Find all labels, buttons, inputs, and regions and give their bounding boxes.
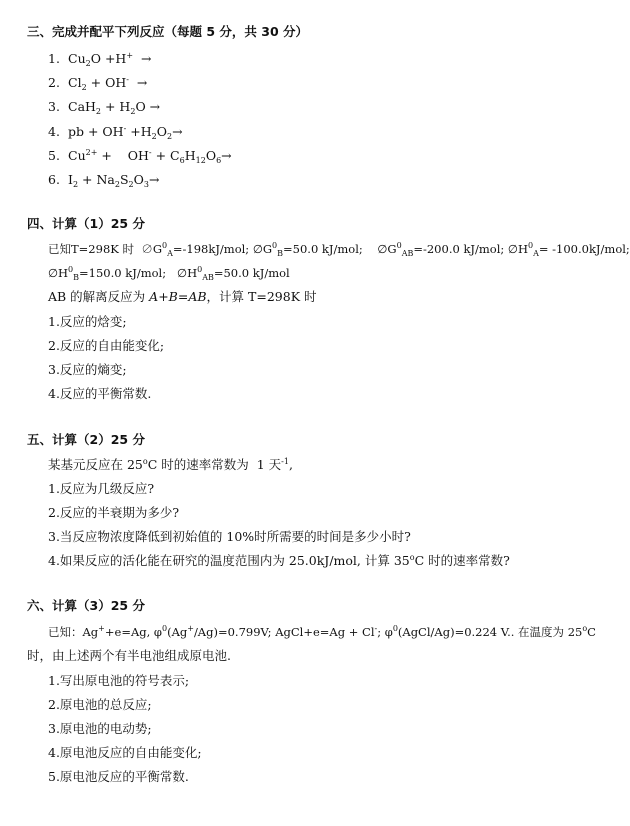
s5-question-1: 1.反应为几级反应? [48,481,155,496]
s5-question-4: 4.如果反应的活化能在研究的温度范围内为 25.0kJ/mol, 计算 35$^o$C 时的速率常数? [48,553,510,568]
s4-question-1: 1.反应的焓变; [48,314,127,329]
s5-question-3: 3.当反应物浓度降低到初始值的 10%时所需要的时间是多少小时? [48,529,411,544]
reaction-2: 2. $Cl_2 + OH^-$ → [48,75,148,92]
s6-question-1: 1.写出原电池的符号表示; [48,673,190,688]
section-5-title: 五、计算（2）25 分 [27,432,145,447]
section-4-title: 四、计算（1）25 分 [27,216,145,231]
s6-question-5: 5.原电池反应的平衡常数. [48,769,189,784]
given-thermo-data-line-2: $\emptyset H^0_B=150.0$ kJ/mol; $\emptyset H^0_{AB}=50.0$ kJ/mol [48,265,290,282]
electrode-potentials-statement: 已知：Ag++e=Ag, $\varphi^0(Ag^+/Ag)=0.799V$; AgCl+e=Ag + Cl-; $\varphi^0(AgCl/Ag)=0.224$ V.. 在温度为 25$^o$C [48,624,596,639]
s4-question-2: 2.反应的自由能变化; [48,338,165,353]
s5-question-2: 2.反应的半衰期为多少? [48,505,180,520]
reaction-6: 6. $I_2 + Na_2S_2O_3\to$ [48,172,160,189]
electrode-statement-continuation: 时，由上述两个有半电池组成原电池. [27,648,231,663]
reaction-5: 5. $Cu^{2+}$ + $OH^- + C_6H_{12}O_6\to$ [48,148,232,165]
rate-constant-statement: 某基元反应在 25$^o$C 时的速率常数为 1 天$^{-1}$, [48,457,293,472]
reaction-3: 3. $CaH_2 + H_2O$ → [48,99,161,116]
section-6-title: 六、计算（3）25 分 [27,598,145,613]
s4-question-4: 4.反应的平衡常数. [48,386,152,401]
reaction-4: 4. pb + $OH^- +H_2O_2\to$ [48,124,183,141]
s6-question-3: 3.原电池的电动势; [48,721,152,736]
reaction-1: 1. $Cu_2O +H^+$ → [48,51,152,68]
given-thermo-data-line-1: 已知T=298K 时 $\emptyset G^0_A=-198kJ$/mol; $\emptyset G^0_B=50.0$ kJ/mol; $\emptyset G^0_{AB}=-200.0$ kJ/mol; $\emptyset H^0_A= -100.0kJ/mol$; [48,241,630,258]
s6-question-4: 4.原电池反应的自由能变化; [48,745,202,760]
s4-question-3: 3.反应的熵变; [48,362,127,377]
section-3-title: 三、完成并配平下列反应（每题 5 分，共 30 分） [27,24,309,39]
s6-question-2: 2.原电池的总反应; [48,697,152,712]
dissociation-reaction-statement: AB 的解离反应为 A+B=AB，计算 T=298K 时 [48,289,317,304]
